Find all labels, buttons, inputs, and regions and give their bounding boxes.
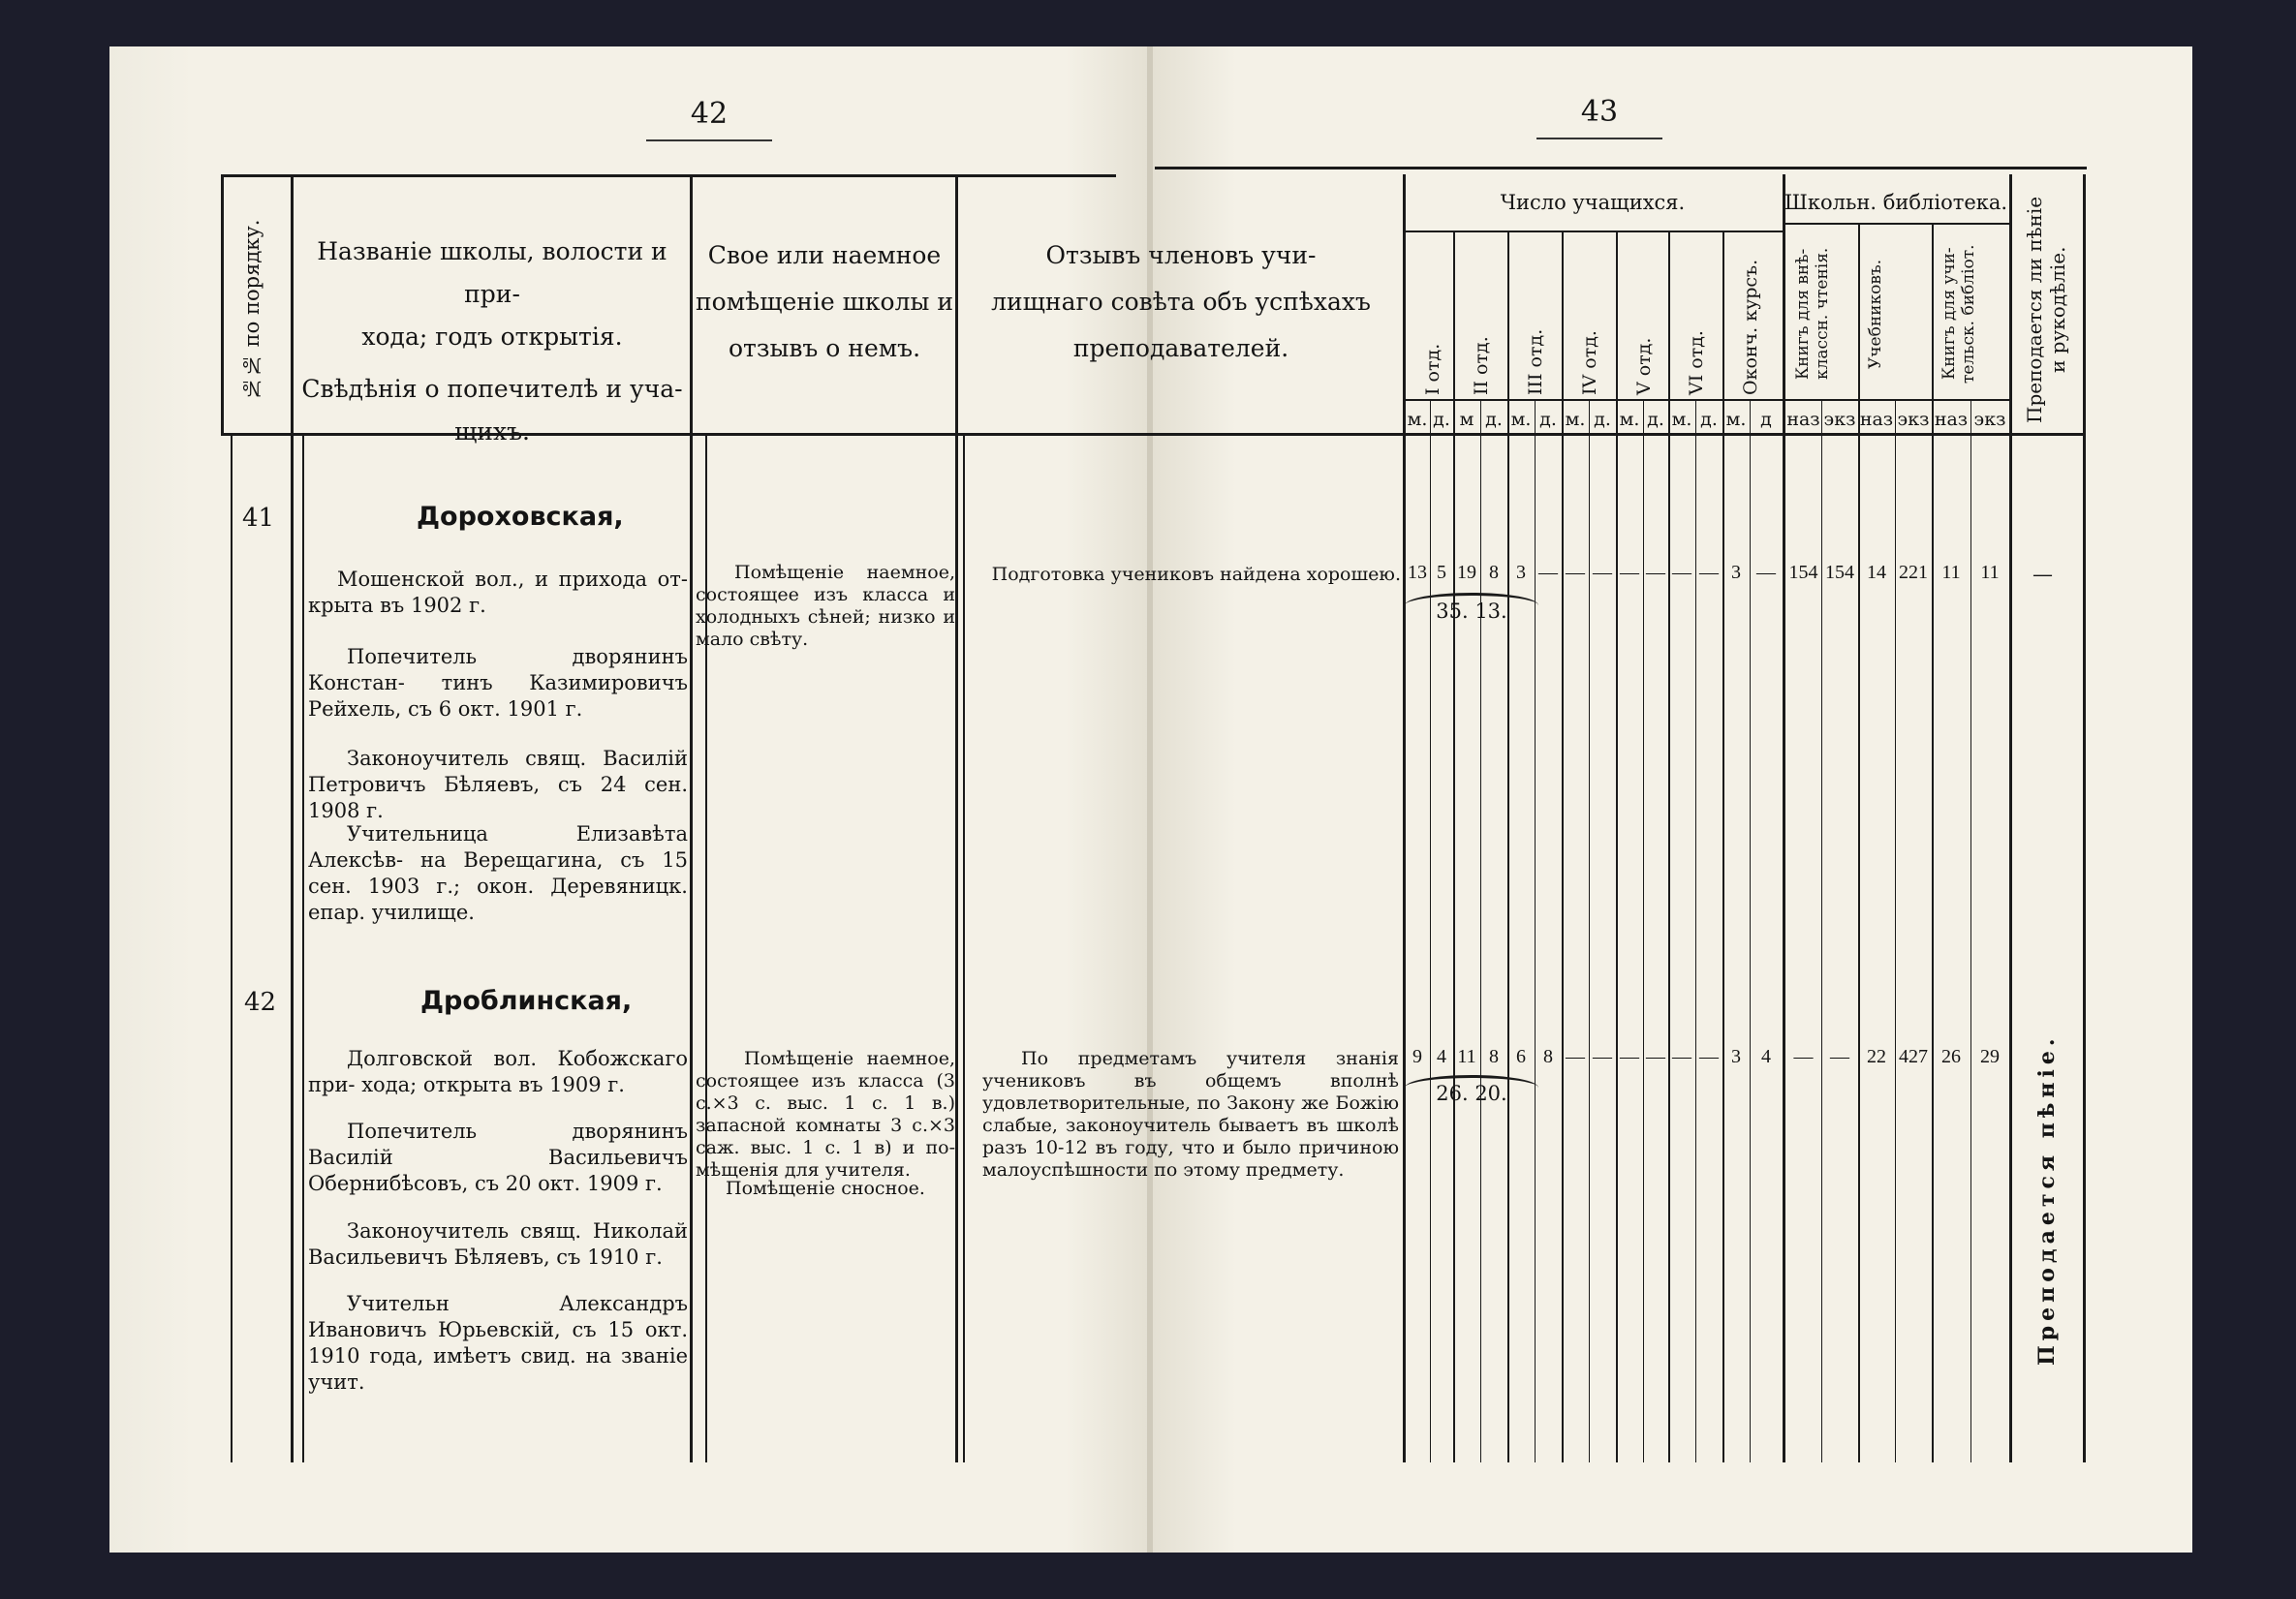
count-cell: — xyxy=(1646,1046,1665,1067)
col-rule xyxy=(690,174,693,1462)
count-cell: 8 xyxy=(1489,562,1499,583)
grid-rule xyxy=(1430,399,1431,1462)
school-name: Дороховская, xyxy=(417,502,624,532)
count-cell: — xyxy=(1672,1046,1691,1067)
subheader-md: д xyxy=(1760,409,1772,430)
count-cell: — xyxy=(1756,562,1776,583)
count-cell: 6 xyxy=(1516,1046,1526,1067)
count-cell: — xyxy=(1538,562,1558,583)
count-cell: 4 xyxy=(1761,1046,1771,1067)
count-cell: — xyxy=(1672,562,1691,583)
school-info: Мошенской вол., и прихода от- крыта въ 1902 г. xyxy=(308,568,688,617)
count-cell: — xyxy=(1620,562,1639,583)
subheader-md: м. xyxy=(1407,409,1428,430)
library-group-rule xyxy=(1783,223,2009,225)
subheader-md: д. xyxy=(1485,409,1503,430)
subheader-md: м xyxy=(1459,409,1474,430)
school-name: Дроблинская, xyxy=(420,986,633,1016)
count-cell: 3 xyxy=(1731,1046,1741,1067)
count-cell: — xyxy=(1566,1046,1585,1067)
header-grade: III отд. xyxy=(1525,328,1546,395)
count-cell: 8 xyxy=(1543,1046,1553,1067)
library-cell: — xyxy=(1830,1046,1849,1067)
col-rule xyxy=(221,174,224,434)
trustee-info: Попечитель дворянинъ Констан- тинъ Казимировичъ Рейхель, съ 6 окт. 1901 г. xyxy=(308,645,688,721)
library-cell: — xyxy=(1793,1046,1814,1067)
col-rule xyxy=(955,174,958,1462)
header-singing: Преподается ли пѣніе и рукодѣліе. xyxy=(2023,196,2069,424)
header-grade: II отд. xyxy=(1471,336,1492,395)
subheader-lib: наз xyxy=(1859,409,1894,430)
count-cell: 19 xyxy=(1457,562,1476,583)
count-cell: — xyxy=(1593,1046,1612,1067)
grid-rule xyxy=(1695,399,1696,1462)
library-cell: 154 xyxy=(1825,562,1854,583)
count-cell: 13 xyxy=(1408,562,1427,583)
header-grade: Оконч. курсъ. xyxy=(1740,259,1761,395)
col-rule xyxy=(291,174,294,1462)
header-grade: V отд. xyxy=(1633,337,1655,395)
col-rule xyxy=(963,436,965,1462)
grid-rule xyxy=(1589,399,1590,1462)
subheader-md: м. xyxy=(1565,409,1586,430)
col-rule xyxy=(2009,174,2012,1462)
header-name: Названіе школы, волости и при- хода; годъ открытія. Свѣдѣнія о попечителѣ и уча- щихъ. xyxy=(301,237,683,446)
subheader-lib: наз xyxy=(1934,409,1969,430)
school-info: Долговской вол. Кобожскаго при- хода; открыта въ 1909 г. xyxy=(308,1047,688,1096)
count-cell: 3 xyxy=(1731,562,1741,583)
count-cell: — xyxy=(1620,1046,1639,1067)
count-cell: — xyxy=(1699,1046,1719,1067)
subheader-md: д. xyxy=(1700,409,1718,430)
library-cell: 26 xyxy=(1941,1046,1961,1067)
header-library-col: Учебниковъ. xyxy=(1866,259,1885,369)
subheader-lib: экз xyxy=(1973,409,2006,430)
count-cell: — xyxy=(1566,562,1585,583)
subheader-lib: наз xyxy=(1786,409,1820,430)
count-cell: 4 xyxy=(1437,1046,1446,1067)
premises-text: Помѣщеніе наемное, состоящее изъ класса и холодныхъ сѣней; низко и мало свѣту. xyxy=(696,562,955,650)
totals: 35. 13. xyxy=(1436,600,1507,623)
subheader-md: м. xyxy=(1510,409,1532,430)
count-cell: 8 xyxy=(1489,1046,1499,1067)
header-review: Отзывъ членовъ учи- лищнаго совѣта объ успѣхахъ преподавателей. xyxy=(991,241,1371,362)
header-library-col: Книгъ для учи-тельск. библіот. xyxy=(1939,244,1978,384)
totals: 26. 20. xyxy=(1436,1082,1507,1105)
subheader-md: м. xyxy=(1725,409,1747,430)
table-top-rule-left xyxy=(221,174,1116,177)
count-cell: — xyxy=(1593,562,1612,583)
law-teacher-info: Законоучитель свящ. Василій Петровичъ Бѣляевъ, съ 24 сен. 1908 г. xyxy=(308,747,688,822)
grid-rule xyxy=(1480,399,1481,1462)
col-rule xyxy=(231,436,233,1462)
header-library-col: Книгъ для внѣ-классн. чтенія. xyxy=(1793,247,1832,381)
subheader-md: д. xyxy=(1594,409,1611,430)
header-library: Школьн. библіотека. xyxy=(1784,191,2008,214)
header-grade: VI отд. xyxy=(1686,330,1707,395)
grid-rule xyxy=(1821,399,1822,1462)
library-cell: 427 xyxy=(1899,1046,1928,1067)
review-text: Подготовка учениковъ найдена хорошею. xyxy=(991,564,1401,585)
grid-rule xyxy=(1643,399,1644,1462)
row-number: 42 xyxy=(244,988,277,1017)
header-premises: Свое или наемное помѣщеніе школы и отзывъ о немъ. xyxy=(696,241,953,362)
law-teacher-info: Законоучитель свящ. Николай Васильевичъ Бѣляевъ, съ 1910 г. xyxy=(308,1219,688,1269)
library-cell: 11 xyxy=(1941,562,1961,583)
count-cell: 5 xyxy=(1437,562,1446,583)
library-cell: 14 xyxy=(1867,562,1886,583)
row-number: 41 xyxy=(242,504,275,533)
col-rule xyxy=(302,436,304,1462)
premises-note: Помѣщеніе сносное. xyxy=(726,1178,925,1199)
trustee-info: Попечитель дворянинъ Василій Васильевичъ Обернибѣсовъ, съ 20 окт. 1909 г. xyxy=(308,1120,688,1195)
subheader-md: м. xyxy=(1671,409,1692,430)
grid-rule xyxy=(1750,399,1751,1462)
grid-rule xyxy=(1970,399,1971,1462)
page-number-left: 42 xyxy=(646,97,772,131)
subheader-rule xyxy=(1403,399,2009,401)
count-cell: 9 xyxy=(1412,1046,1422,1067)
library-cell: 29 xyxy=(1980,1046,2000,1067)
count-cell: — xyxy=(1699,562,1719,583)
subheader-lib: экз xyxy=(1897,409,1930,430)
students-group-rule xyxy=(1403,231,1783,232)
grid-rule xyxy=(1895,399,1896,1462)
library-cell: 221 xyxy=(1899,562,1928,583)
teacher-info: Учительн Александръ Ивановичъ Юрьевскій, съ 15 окт. 1910 года, имѣетъ свид. на званіе учит. xyxy=(308,1292,688,1394)
subheader-lib: экз xyxy=(1823,409,1856,430)
count-cell: — xyxy=(1646,562,1665,583)
page-number-right: 43 xyxy=(1536,95,1662,129)
col-rule xyxy=(1783,174,1785,1462)
premises-text: Помѣщеніе наемное, состоящее изъ класса (3 с.×3 с. выс. 1 с. 1 в.) запасной комнаты 3 с.×3 саж. выс. 1 с. 1 в) и по- мѣщенія для учителя. xyxy=(696,1048,955,1181)
library-cell: 154 xyxy=(1788,562,1818,583)
grid-rule xyxy=(1535,399,1536,1462)
subheader-md: д. xyxy=(1647,409,1664,430)
count-cell: 3 xyxy=(1516,562,1526,583)
col-rule xyxy=(1403,174,1406,1462)
table-top-rule-right xyxy=(1155,167,2087,169)
review-text: По предметамъ учителя знанія учениковъ въ общемъ вполнѣ удовлетворительные, по Закону же Божію слабые, законоучитель бываетъ въ школѣ разъ 10-12 въ году, что и было причиною малоуспѣшности по этому предмету. xyxy=(982,1048,1399,1181)
subheader-md: д. xyxy=(1433,409,1450,430)
header-grade: I отд. xyxy=(1422,343,1443,395)
singing-value: — xyxy=(2032,563,2053,586)
header-students: Число учащихся. xyxy=(1500,191,1686,214)
library-cell: 22 xyxy=(1867,1046,1886,1067)
singing-value: Преподается пѣніе. xyxy=(2034,1033,2060,1366)
header-no: №№ по порядку. xyxy=(240,219,264,401)
subheader-md: д. xyxy=(1539,409,1557,430)
col-rule xyxy=(2083,174,2086,1462)
count-cell: 11 xyxy=(1457,1046,1476,1067)
subheader-md: м. xyxy=(1619,409,1640,430)
header-grade: IV отд. xyxy=(1579,330,1600,395)
library-cell: 11 xyxy=(1980,562,2000,583)
teacher-info: Учительница Елизавѣта Алексѣв- на Верещагина, съ 15 сен. 1903 г.; окон. Деревяницк. епар. училище. xyxy=(308,822,688,924)
